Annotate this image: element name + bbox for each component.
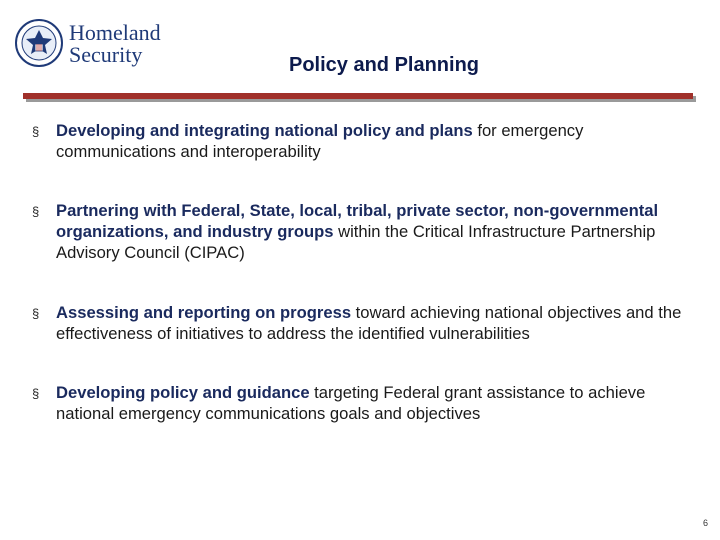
bullet-text: for emergency communications and interoperability (56, 121, 584, 161)
bullet-item (32, 120, 700, 162)
dhs-logo (14, 18, 184, 74)
bullet-marker-icon: § (32, 306, 40, 321)
bullet-marker-icon: § (32, 124, 40, 139)
bullet-bold-text: Partnering with Federal, State, local, tribal, private sector, non-governmental organizations, and industry groups (56, 201, 659, 241)
bullet-marker-icon: § (32, 386, 40, 401)
bullet-item (32, 382, 700, 424)
title-rule (23, 93, 693, 99)
bullet-bold-text: Developing policy and guidance (56, 383, 310, 402)
logo-line-1: Homeland (69, 20, 161, 45)
bullet-text: targeting Federal grant assistance to achieve national emergency communications goals and objectives (56, 383, 646, 423)
bullet-text: within the Critical Infrastructure Partnership Advisory Council (CIPAC) (56, 222, 656, 262)
page-number: 6 (702, 518, 708, 528)
bullet-list (32, 120, 700, 424)
bullet-text: toward achieving national objectives and the effectiveness of initiatives to address the identified vulnerabilities (56, 303, 682, 343)
bullet-item (32, 302, 700, 344)
bullet-item (32, 200, 700, 263)
dhs-seal-icon (14, 18, 64, 68)
bullet-bold-text: Developing and integrating national policy and plans (56, 121, 473, 140)
bullet-marker-icon: § (32, 204, 40, 219)
slide-title: Policy and Planning (288, 54, 480, 76)
logo-wordmark (69, 22, 161, 66)
bullet-bold-text: Assessing and reporting on progress (56, 303, 352, 322)
logo-line-2: Security (69, 42, 143, 67)
